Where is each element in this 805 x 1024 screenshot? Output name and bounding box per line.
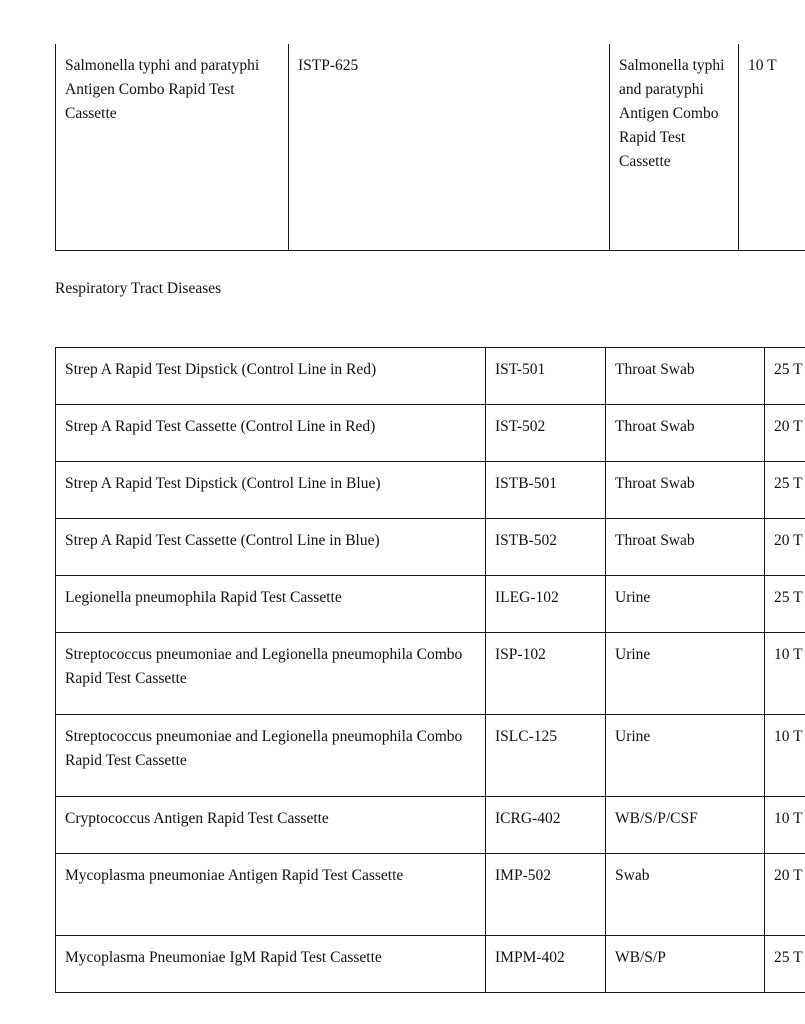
cell-pack-size: 20 T: [765, 519, 805, 576]
cell-pack-size: 25 T: [765, 462, 805, 519]
cell-pack-size: 10 T: [765, 715, 805, 797]
cell-specimen: Throat Swab: [606, 405, 765, 462]
cell-pack-size: 20 T: [765, 854, 805, 936]
cell-pack-size: 10 T: [765, 633, 805, 715]
cell-catalog-number: ILEG-102: [486, 576, 606, 633]
table-row: [56, 44, 805, 251]
cell-pack-size: 25 T: [765, 348, 805, 405]
table-row: [56, 715, 805, 797]
cell-catalog-number: ICRG-402: [486, 797, 606, 854]
table-row: [56, 405, 805, 462]
cell-catalog-number: ISLC-125: [486, 715, 606, 797]
cell-product-name: Cryptococcus Antigen Rapid Test Cassette: [56, 797, 486, 854]
table-body: [56, 44, 805, 251]
table-row: [56, 576, 805, 633]
cell-pack-size: 25 T: [765, 576, 805, 633]
cell-catalog-number: IST-501: [486, 348, 606, 405]
cell-product-name: Strep A Rapid Test Cassette (Control Line in Blue): [56, 519, 486, 576]
cell-catalog-number: IMP-502: [486, 854, 606, 936]
cell-specimen: Urine: [606, 715, 765, 797]
cell-product-name: Strep A Rapid Test Cassette (Control Line in Red): [56, 405, 486, 462]
cell-pack-size: 25 T: [765, 936, 805, 993]
cell-catalog-number: ISP-102: [486, 633, 606, 715]
cell-catalog-number: IST-502: [486, 405, 606, 462]
table-row: [56, 854, 805, 936]
cell-catalog-number: ISTB-501: [486, 462, 606, 519]
cell-specimen: WB/S/P: [606, 936, 765, 993]
section-heading: Respiratory Tract Diseases: [55, 280, 222, 297]
cell-product-name: Streptococcus pneumoniae and Legionella pneumophila Combo Rapid Test Cassette: [56, 715, 486, 797]
product-table-respiratory: [55, 347, 805, 993]
cell-product-name: Streptococcus pneumoniae and Legionella pneumophila Combo Rapid Test Cassette: [56, 633, 486, 715]
product-table-continued: [55, 44, 805, 251]
cell-product-name: Strep A Rapid Test Dipstick (Control Line in Red): [56, 348, 486, 405]
cell-product-name: Mycoplasma Pneumoniae IgM Rapid Test Cassette: [56, 936, 486, 993]
table-row: [56, 797, 805, 854]
cell-catalog-number: IMPM-402: [486, 936, 606, 993]
table-row: [56, 936, 805, 993]
cell-specimen: Throat Swab: [606, 519, 765, 576]
table-row: [56, 462, 805, 519]
cell-pack-size: 20 T: [765, 405, 805, 462]
cell-specimen: Throat Swab: [606, 348, 765, 405]
table-row: [56, 633, 805, 715]
table-body: [56, 348, 805, 993]
cell-catalog-number: ISTP-625: [289, 44, 610, 251]
cell-specimen: Salmonella typhi and paratyphi Antigen Combo Rapid Test Cassette: [610, 44, 739, 251]
cell-pack-size: 10 T: [739, 44, 805, 251]
cell-specimen: Throat Swab: [606, 462, 765, 519]
cell-product-name: Strep A Rapid Test Dipstick (Control Line in Blue): [56, 462, 486, 519]
cell-catalog-number: ISTB-502: [486, 519, 606, 576]
cell-pack-size: 10 T: [765, 797, 805, 854]
cell-specimen: Swab: [606, 854, 765, 936]
cell-specimen: Urine: [606, 576, 765, 633]
table-row: [56, 348, 805, 405]
cell-specimen: Urine: [606, 633, 765, 715]
cell-product-name: Legionella pneumophila Rapid Test Cassette: [56, 576, 486, 633]
cell-product-name: Salmonella typhi and paratyphi Antigen Combo Rapid Test Cassette: [56, 44, 289, 251]
table-row: [56, 519, 805, 576]
cell-product-name: Mycoplasma pneumoniae Antigen Rapid Test Cassette: [56, 854, 486, 936]
cell-specimen: WB/S/P/CSF: [606, 797, 765, 854]
